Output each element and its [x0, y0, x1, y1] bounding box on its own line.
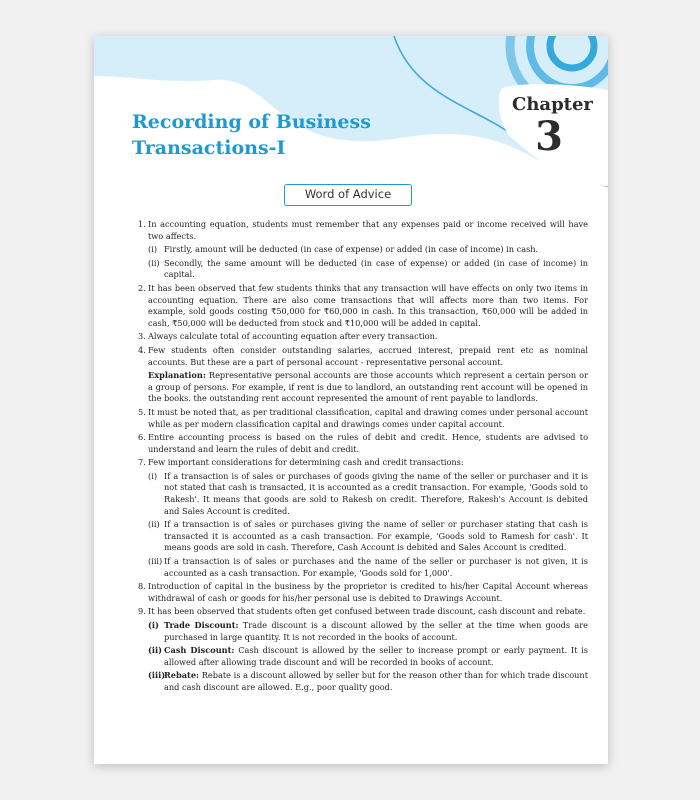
sub-item-number: (ii) — [148, 519, 160, 530]
item-text: It has been observed that few students thinks that any transaction will have effects on only two items in accounting equation. There are also come transactions that will affects more than two items. For example, sold goods costing ₹50,000 for ₹60,000 in cash. In this transaction, ₹60,000 will be added in cash, ₹50,000 will be deducted from stock and ₹10,000 will be added in capital. — [148, 282, 588, 328]
advice-item-5 — [138, 407, 588, 430]
sub-item — [148, 620, 588, 643]
item-number: 3. — [138, 331, 146, 342]
sub-item-label: Trade Discount: — [164, 620, 239, 630]
sub-item-text: If a transaction is of sales or purchases and the name of the seller or purchaser is not given, it is accounted as a cash transaction. For example, 'Goods sold for 1,000'. — [164, 556, 588, 578]
sub-item — [148, 556, 588, 579]
item-number: 6. — [138, 432, 146, 443]
sub-item-text: Firstly, amount will be deducted (in case of expense) or added (in case of income) in cash. — [164, 244, 539, 255]
advice-item-6 — [138, 432, 588, 455]
sub-item — [148, 645, 588, 668]
advice-item-7 — [138, 457, 588, 579]
sub-item-number: (ii) — [148, 257, 160, 268]
item-text: Introduction of capital in the business by the proprietor is credited to his/her Capital Account whereas withdrawal of cash or goods for his/her personal use is debited to Drawings Account. — [148, 581, 588, 603]
advice-item-2 — [138, 283, 588, 329]
chapter-label: Chapter — [512, 94, 593, 115]
sub-item-label: Cash Discount: — [164, 645, 235, 656]
advice-item-9 — [138, 606, 588, 693]
sub-item-number: (i) — [148, 244, 158, 255]
advice-list — [138, 219, 588, 696]
word-of-advice-heading: Word of Advice — [284, 184, 412, 206]
chapter-number: 3 — [535, 113, 563, 160]
sub-item — [148, 670, 588, 693]
item-text: Always calculate total of accounting equation after every transaction. — [148, 331, 438, 342]
sub-item-text: Cash discount is allowed by the seller to increase prompt or early payment. It is allowed after allowing trade discount and will be recorded in books of account. — [164, 645, 588, 667]
advice-item-1 — [138, 219, 588, 281]
book-page — [94, 36, 608, 764]
sub-item-text: If a transaction is of sales or purchases giving the name of seller or purchaser stating that cash is transacted it is accounted as a cash transaction. For example, 'Goods sold to Ramesh for cash'. It means goods are sold in cash. Therefore, Cash Account is debited and Sales Account is credited. — [164, 519, 588, 553]
item-number: 9. — [138, 606, 146, 617]
item-text: Few important considerations for determining cash and credit transactions: — [148, 457, 464, 468]
item-number: 2. — [138, 282, 146, 293]
sub-item — [148, 244, 588, 256]
item-text: Entire accounting process is based on the rules of debit and credit. Hence, students are advised to understand and learn the rules of debit and credit. — [148, 432, 588, 454]
sub-item-label: Rebate: — [164, 670, 200, 681]
sub-item — [148, 519, 588, 554]
sub-item-text: Trade discount is a discount allowed by the seller at the time when goods are purchased in large quantity. It is not recorded in the books of account. — [164, 620, 588, 642]
item-text: It must be noted that, as per traditional classification, capital and drawing comes under personal account while as per modern classification capital and drawings comes under capital account. — [148, 406, 588, 429]
chapter-title-line2: Transactions-I — [132, 137, 286, 159]
advice-item-3 — [138, 331, 588, 343]
sub-item-text: Secondly, the same amount will be deducted (in case of expense) or added (in case of income) in capital. — [164, 257, 588, 280]
sub-item-text: Rebate is a discount allowed by seller but for the reason other than for which trade discount and cash discount are allowed. E.g., poor quality good. — [164, 670, 588, 692]
item-number: 4. — [138, 344, 146, 355]
sub-item-number: (iii) — [148, 670, 166, 681]
item-text: It has been observed that students often get confused between trade discount, cash discount and rebate. — [148, 606, 586, 617]
sub-item-number: (iii) — [148, 556, 163, 567]
chapter-title-line1: Recording of Business — [132, 111, 371, 133]
explanation-paragraph — [148, 370, 588, 405]
advice-item-4 — [138, 345, 588, 405]
sub-item-number: (i) — [148, 620, 159, 630]
item-text: In accounting equation, students must remember that any expenses paid or income received will have two affects. — [148, 219, 588, 241]
sub-item — [148, 258, 588, 281]
item-number: 5. — [138, 406, 146, 417]
item-number: 7. — [138, 457, 146, 468]
sub-item-number: (ii) — [148, 645, 162, 656]
explanation-text: Representative personal accounts are those accounts which represent a certain person or a group of persons. For example, if rent is due to landlord, an outstanding rent account will be opened in the books. the outstanding rent account represented the amount of rent payable to landlords. — [148, 370, 588, 404]
item-number: 1. — [138, 219, 146, 229]
sub-item-number: (i) — [148, 470, 158, 481]
chapter-title — [132, 109, 371, 161]
explanation-label: Explanation: — [148, 370, 206, 381]
sub-item — [148, 471, 588, 517]
item-number: 8. — [138, 581, 146, 592]
sub-item-text: If a transaction is of sales or purchases of goods giving the name of the seller or purchaser and it is not stated that cash is transacted, it is accounted as a credit transaction. For example, 'Goods sold to Rakesh'. It means that goods are sold to Rakesh on credit. Therefore, Rakesh's Account is debited and Sales Account is credited. — [164, 470, 588, 516]
item-text: Few students often consider outstanding salaries, accrued interest, prepaid rent etc as nominal accounts. But these are a part of personal account - representative personal account. — [148, 344, 588, 367]
advice-item-8 — [138, 581, 588, 604]
